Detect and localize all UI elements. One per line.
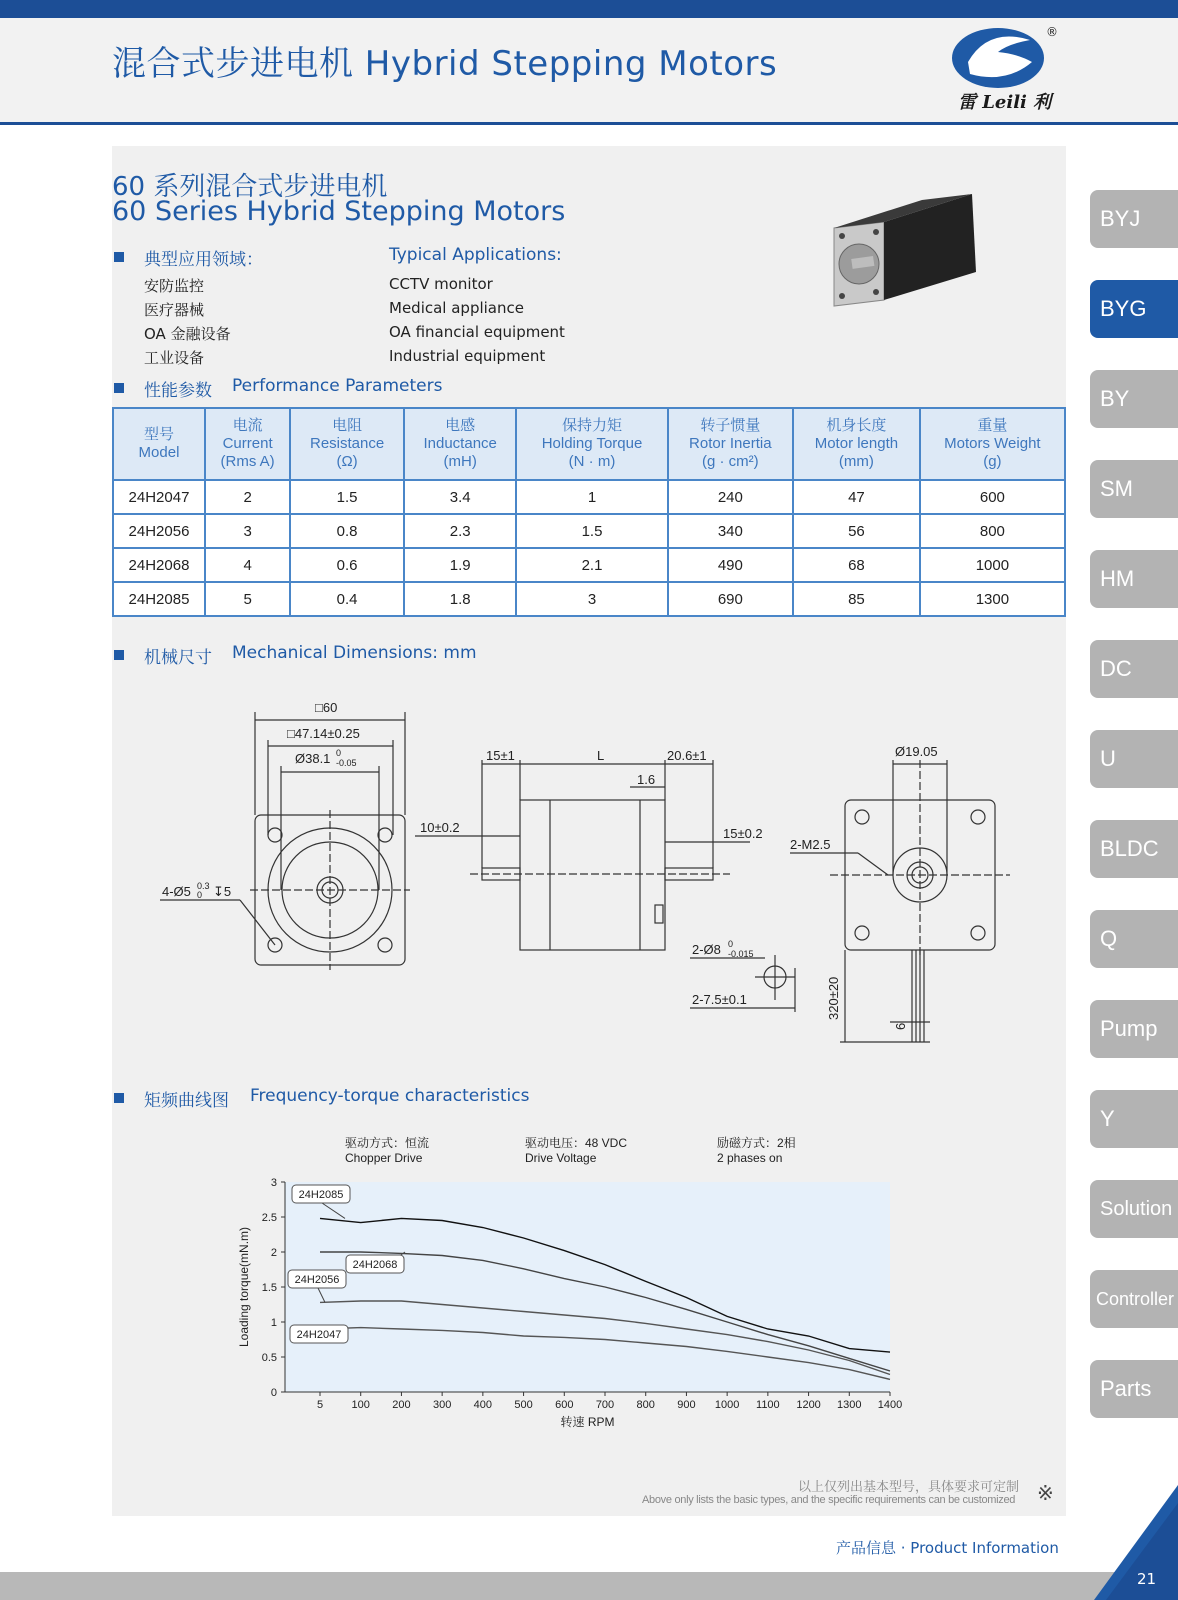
x-tick-label: 1300	[837, 1399, 862, 1411]
dim-d38-tol-bot: -0.05	[336, 758, 357, 768]
dim-sq47: □47.14±0.25	[287, 726, 360, 741]
cell-motor-length: 85	[793, 582, 920, 616]
header-rotor-inertia: 转子惯量 Rotor Inertia (g · cm²)	[668, 408, 794, 480]
side-tab-q[interactable]: Q	[1090, 910, 1178, 968]
cell-inductance: 1.9	[404, 548, 517, 582]
app-item-en: OA financial equipment	[389, 323, 565, 341]
header-model: 型号 Model	[113, 408, 205, 480]
x-tick-label: 800	[636, 1399, 655, 1411]
section-title-en: 60 Series Hybrid Stepping Motors	[112, 196, 566, 227]
dim-lead: 320±20	[826, 976, 841, 1020]
cell-current: 4	[205, 548, 290, 582]
cell-holding-torque: 1	[516, 480, 667, 514]
freq-label-cn: 矩频曲线图	[144, 1091, 229, 1111]
side-tab-by[interactable]: BY	[1090, 370, 1178, 428]
x-tick-label: 1100	[756, 1399, 780, 1411]
header-current: 电流 Current (Rms A)	[205, 408, 290, 480]
cell-model: 24H2056	[113, 514, 205, 548]
dim-20: 20.6±1	[667, 748, 707, 763]
side-tab-hm[interactable]: HM	[1090, 550, 1178, 608]
side-tab-dc[interactable]: DC	[1090, 640, 1178, 698]
app-item-en: Medical appliance	[389, 299, 524, 317]
x-tick-label: 300	[432, 1399, 452, 1411]
y-tick-label: 0	[270, 1387, 277, 1399]
footer-note-en: Above only lists the basic types, and the specific requirements can be customized	[642, 1494, 1016, 1506]
drive-annotation-en: 2 phases on	[717, 1151, 783, 1165]
dim-d38: Ø38.1	[295, 751, 331, 766]
cell-holding-torque: 3	[516, 582, 667, 616]
dim-15: 15±1	[486, 748, 515, 763]
cell-weight: 800	[920, 514, 1065, 548]
dim-holes: 4-Ø5	[162, 884, 191, 899]
dim-holes-depth: ↧5	[213, 884, 232, 899]
bullet-icon	[114, 650, 124, 660]
y-tick-label: 2.5	[261, 1212, 277, 1224]
side-tab-u[interactable]: U	[1090, 730, 1178, 788]
dim-six: 6	[893, 1022, 908, 1030]
applications-label-cn: 典型应用领域：	[144, 250, 263, 270]
motor-photo	[826, 188, 986, 318]
y-tick-label: 1	[270, 1317, 277, 1329]
x-tick-label: 400	[473, 1399, 493, 1411]
cell-rotor-inertia: 490	[668, 548, 794, 582]
cell-weight: 1300	[920, 582, 1065, 616]
plot-area	[285, 1182, 890, 1392]
dim-d19: Ø19.05	[895, 744, 938, 759]
page-number: 21	[1137, 1570, 1157, 1588]
dim-L: L	[597, 748, 605, 763]
dim-shaft-tol-bot: -0.015	[728, 949, 754, 959]
performance-label-cn: 性能参数	[144, 381, 212, 401]
logo-text: 雷 Leili 利	[958, 92, 1052, 113]
cell-motor-length: 68	[793, 548, 920, 582]
product-information: 产品信息 · Product Information	[836, 1539, 1059, 1557]
cell-model: 24H2047	[113, 480, 205, 514]
side-tab-byj[interactable]: BYJ	[1090, 190, 1178, 248]
legend-label: 24H2085	[298, 1189, 344, 1201]
table-row	[113, 480, 1065, 514]
section-title-cn: 60 系列混合式步进电机	[112, 172, 388, 202]
bullet-icon	[114, 1093, 124, 1103]
app-item-cn: OA 金融设备	[144, 325, 231, 343]
dim-shaft-tol-top: 0	[728, 939, 734, 949]
cell-inductance: 3.4	[404, 480, 517, 514]
cell-inductance: 1.8	[404, 582, 517, 616]
bullet-icon	[114, 383, 124, 393]
cell-rotor-inertia: 240	[668, 480, 794, 514]
performance-table	[112, 407, 1066, 617]
app-item-cn: 工业设备	[144, 349, 205, 367]
y-axis-label: Loading torque(mN.m)	[237, 1226, 251, 1348]
drive-annotation-en: Drive Voltage	[525, 1151, 597, 1165]
cell-inductance: 2.3	[404, 514, 517, 548]
dim-15b: 15±0.2	[723, 826, 763, 841]
top-bar	[0, 0, 1178, 18]
footer-note-cn: 以上仅列出基本型号，具体要求可定制	[798, 1480, 1020, 1495]
freq-label-en: Frequency-torque characteristics	[250, 1086, 530, 1106]
torque-chart	[230, 1136, 930, 1455]
cell-resistance: 0.4	[290, 582, 404, 616]
dim-sq60: □60	[315, 700, 338, 715]
cell-weight: 1000	[920, 548, 1065, 582]
drive-annotation-cn: 驱动方式：恒流	[345, 1136, 430, 1150]
cell-weight: 600	[920, 480, 1065, 514]
x-tick-label: 500	[514, 1399, 533, 1411]
table-row	[113, 582, 1065, 616]
header-inductance: 电感 Inductance (mH)	[404, 408, 517, 480]
x-tick-label: 1200	[796, 1399, 821, 1411]
legend-label: 24H2056	[294, 1274, 340, 1286]
cell-resistance: 0.6	[290, 548, 404, 582]
bullet-icon	[114, 252, 124, 262]
side-tab-parts[interactable]: Parts	[1090, 1360, 1178, 1418]
y-tick-label: 2	[270, 1247, 277, 1259]
cell-current: 5	[205, 582, 290, 616]
performance-label-en: Performance Parameters	[232, 376, 443, 396]
cell-rotor-inertia: 340	[668, 514, 794, 548]
cell-rotor-inertia: 690	[668, 582, 794, 616]
footer-note-mark: ※	[1037, 1481, 1054, 1505]
drive-annotation-cn: 驱动电压：48 VDC	[525, 1136, 628, 1150]
y-tick-label: 1.5	[261, 1282, 277, 1294]
app-item-cn: 医疗器械	[144, 301, 205, 319]
x-tick-label: 600	[555, 1399, 574, 1411]
mechanical-label-cn: 机械尺寸	[144, 648, 212, 668]
header-resistance: 电阻 Resistance (Ω)	[290, 408, 404, 480]
app-item-en: CCTV monitor	[389, 275, 493, 293]
cell-motor-length: 56	[793, 514, 920, 548]
x-tick-label: 200	[392, 1399, 411, 1411]
svg-text:®: ®	[1046, 25, 1058, 39]
dim-m25: 2-M2.5	[790, 837, 831, 852]
dim-flat: 2-7.5±0.1	[692, 992, 747, 1007]
dim-holes-tol-bot: 0	[197, 890, 203, 900]
x-tick-label: 1400	[877, 1399, 903, 1411]
applications-label-en: Typical Applications:	[389, 245, 562, 265]
app-item-cn: 安防监控	[144, 277, 205, 295]
header-holding-torque: 保持力矩 Holding Torque (N · m)	[516, 408, 667, 480]
side-tab-y[interactable]: Y	[1090, 1090, 1178, 1148]
header-motor-length: 机身长度 Motor length (mm)	[793, 408, 920, 480]
cell-holding-torque: 1.5	[516, 514, 667, 548]
side-tab-bldc[interactable]: BLDC	[1090, 820, 1178, 878]
header-weight: 重量 Motors Weight (g)	[920, 408, 1065, 480]
x-axis-label: 转速 RPM	[560, 1415, 615, 1429]
page-title: 混合式步进电机 Hybrid Stepping Motors	[112, 44, 778, 84]
drive-annotation-en: Chopper Drive	[345, 1151, 423, 1165]
y-tick-label: 3	[270, 1177, 277, 1189]
y-tick-label: 0.5	[261, 1352, 277, 1364]
table-header-row	[113, 408, 1065, 480]
legend-label: 24H2068	[352, 1259, 398, 1271]
dim-d38-tol-top: 0	[336, 748, 342, 758]
dim-shaft-d: 2-Ø8	[692, 942, 721, 957]
bottom-bar	[0, 1572, 1178, 1600]
cell-resistance: 0.8	[290, 514, 404, 548]
mechanical-drawing	[150, 690, 1050, 1070]
app-item-en: Industrial equipment	[389, 347, 546, 365]
legend-label: 24H2047	[296, 1329, 342, 1341]
side-tab-solution[interactable]: Solution	[1090, 1180, 1178, 1238]
dim-10: 10±0.2	[420, 820, 460, 835]
x-tick-label: 100	[351, 1399, 370, 1411]
cell-current: 2	[205, 480, 290, 514]
side-tab-pump[interactable]: Pump	[1090, 1000, 1178, 1058]
x-tick-label: 700	[595, 1399, 615, 1411]
x-tick-label: 900	[677, 1399, 696, 1411]
cell-current: 3	[205, 514, 290, 548]
dim-holes-tol-top: 0.3	[197, 881, 210, 891]
cell-model: 24H2068	[113, 548, 205, 582]
side-tab-sm[interactable]: SM	[1090, 460, 1178, 518]
page-corner	[1094, 1485, 1178, 1600]
table-row	[113, 548, 1065, 582]
side-tab-byg[interactable]: BYG	[1090, 280, 1178, 338]
cell-holding-torque: 2.1	[516, 548, 667, 582]
x-tick-label: 1000	[714, 1399, 740, 1411]
x-tick-label: 5	[316, 1399, 324, 1411]
side-tab-controller[interactable]: Controller	[1090, 1270, 1178, 1328]
cell-resistance: 1.5	[290, 480, 404, 514]
table-row	[113, 514, 1065, 548]
dim-1-6: 1.6	[637, 772, 656, 787]
cell-motor-length: 47	[793, 480, 920, 514]
cell-model: 24H2085	[113, 582, 205, 616]
drive-annotation-cn: 励磁方式：2相	[717, 1136, 796, 1150]
mechanical-label-en: Mechanical Dimensions: mm	[232, 643, 477, 663]
